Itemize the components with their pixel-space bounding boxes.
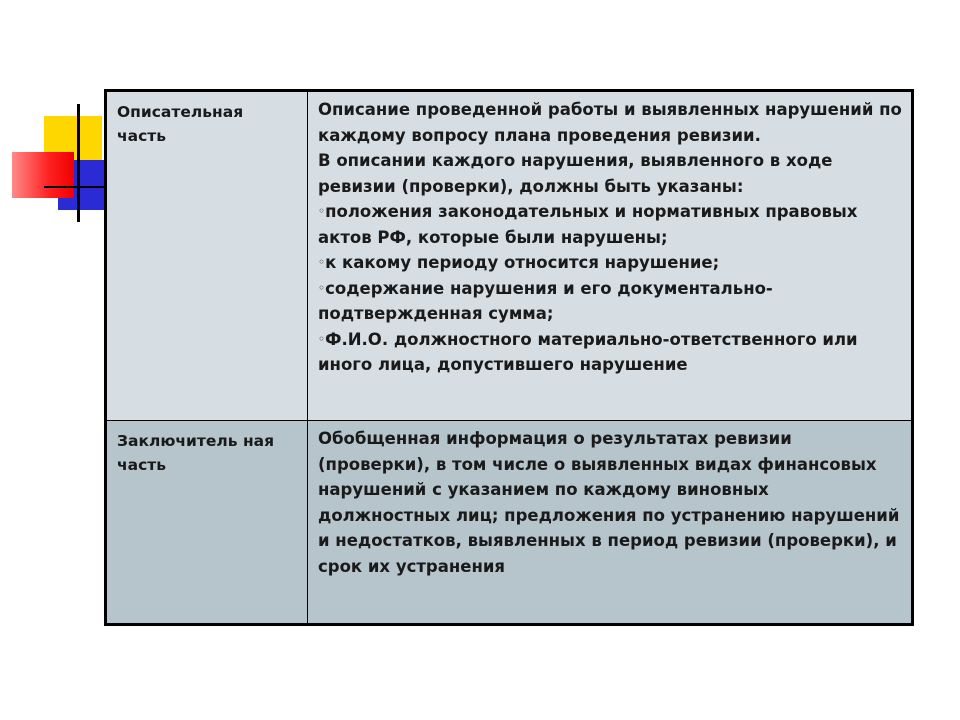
row-label-conclusion: Заключитель ная часть xyxy=(107,421,308,624)
report-table xyxy=(106,91,912,624)
row-content-conclusion xyxy=(308,421,912,624)
row-label-descriptive: Описательная часть xyxy=(107,92,308,421)
descriptive-intro: Описание проведенной работы и выявленных нарушений по каждому вопросу плана проведения ревизии. xyxy=(318,100,902,145)
conclusion-text: Обобщенная информация о результатах ревизии (проверки), в том числе о выявленных видах финансовых нарушений с указанием по каждому виновных должностных лиц; предложения по устранению нарушений и недостатков, выявленных в период ревизии (проверки), и срок их устранения xyxy=(318,429,900,576)
descriptive-lead: В описании каждого нарушения, выявленного в ходе ревизии (проверки), должны быть указаны: xyxy=(318,151,833,196)
bullet-item: ◦ к какому периоду относится нарушение; xyxy=(318,250,903,276)
decor-red-square xyxy=(12,152,74,198)
bullet-item: ◦ Ф.И.О. должностного материально-ответственного или иного лица, допустившего нарушение xyxy=(318,327,903,378)
bullet-item: ◦ содержание нарушения и его документально-подтвержденная сумма; xyxy=(318,276,903,327)
decor-horizontal-line xyxy=(44,186,108,188)
row-content-descriptive xyxy=(308,92,912,421)
bullet-item: ◦ положения законодательных и нормативных правовых актов РФ, которые были нарушены; xyxy=(318,199,903,250)
table-row-descriptive xyxy=(107,92,912,421)
report-structure-table xyxy=(104,89,914,626)
table-row-conclusion xyxy=(107,421,912,624)
decor-vertical-line xyxy=(77,104,80,222)
